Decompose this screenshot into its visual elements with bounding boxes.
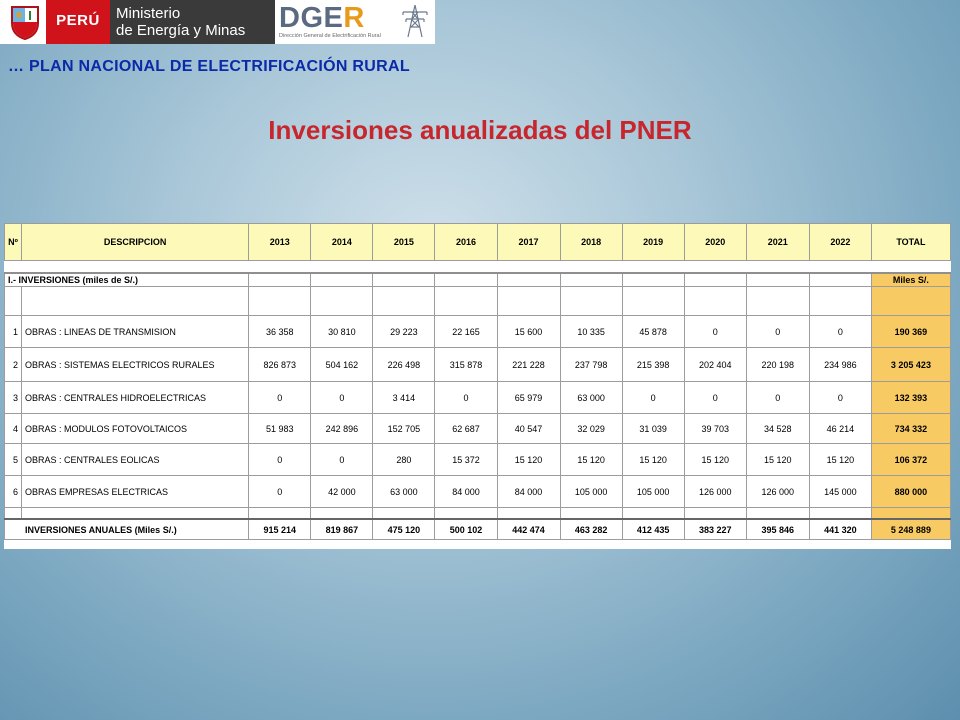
row-number: 5 [5, 444, 22, 476]
row-description: OBRAS : MODULOS FOTOVOLTAICOS [22, 414, 249, 444]
section-row [5, 273, 951, 287]
dger-subtitle: Dirección General de Electrificación Rural [279, 33, 381, 39]
total-row [5, 519, 951, 540]
table-cell [311, 273, 373, 287]
investment-table [4, 223, 951, 540]
table-cell: 504 162 [311, 348, 373, 382]
spacer-cell [5, 261, 951, 274]
table-cell: 63 000 [560, 382, 622, 414]
table-cell: 202 404 [684, 348, 746, 382]
row-number: 1 [5, 316, 22, 348]
table-cell: 826 873 [249, 348, 311, 382]
header-bar [0, 0, 960, 44]
table-cell: 0 [684, 382, 746, 414]
table-cell [497, 273, 560, 287]
table-cell: 3 414 [373, 382, 435, 414]
table-cell: 46 214 [809, 414, 871, 444]
row-total: 734 332 [871, 414, 950, 444]
row-number: 2 [5, 348, 22, 382]
breadcrumb: … PLAN NACIONAL DE ELECTRIFICACIÓN RURAL [8, 58, 410, 75]
table-cell: 84 000 [435, 476, 497, 508]
table-cell: 32 029 [560, 414, 622, 444]
table-cell: 63 000 [373, 476, 435, 508]
table-cell [22, 287, 249, 316]
table-cell [373, 508, 435, 520]
table-cell: 0 [249, 382, 311, 414]
table-cell: 22 165 [435, 316, 497, 348]
table-cell: 0 [622, 382, 684, 414]
table-cell [622, 508, 684, 520]
coat-of-arms-icon [6, 3, 44, 41]
column-header: 2020 [684, 224, 746, 261]
table-cell [249, 273, 311, 287]
table-row [5, 316, 951, 348]
table-cell: 242 896 [311, 414, 373, 444]
total-label: INVERSIONES ANUALES (Miles S/.) [5, 519, 249, 540]
table-cell: 126 000 [746, 476, 809, 508]
table-cell: 0 [311, 382, 373, 414]
table-cell: 126 000 [684, 476, 746, 508]
table-cell [435, 287, 497, 316]
row-number: 6 [5, 476, 22, 508]
annual-total-cell: 500 102 [435, 519, 497, 540]
table-cell: 15 600 [497, 316, 560, 348]
annual-total-cell: 395 846 [746, 519, 809, 540]
row-description: OBRAS : CENTRALES HIDROELECTRICAS [22, 382, 249, 414]
table-cell: 15 120 [746, 444, 809, 476]
table-cell: 221 228 [497, 348, 560, 382]
table-cell: 51 983 [249, 414, 311, 444]
table-cell [622, 273, 684, 287]
table-cell: 15 120 [560, 444, 622, 476]
row-description: OBRAS : SISTEMAS ELECTRICOS RURALES [22, 348, 249, 382]
row-number: 4 [5, 414, 22, 444]
table-cell [809, 508, 871, 520]
table-cell: 0 [746, 382, 809, 414]
table-cell: 0 [311, 444, 373, 476]
table-cell: 226 498 [373, 348, 435, 382]
table-row [5, 348, 951, 382]
row-total: 3 205 423 [871, 348, 950, 382]
table-cell [746, 273, 809, 287]
table-cell: 34 528 [746, 414, 809, 444]
spacer-row [5, 508, 951, 520]
table-cell: 152 705 [373, 414, 435, 444]
government-logo [0, 0, 275, 44]
table-cell [5, 508, 22, 520]
table-cell [746, 508, 809, 520]
investment-table-container [4, 223, 951, 549]
table-cell [497, 508, 560, 520]
column-header: 2016 [435, 224, 497, 261]
annual-total-cell: 463 282 [560, 519, 622, 540]
table-cell [622, 287, 684, 316]
blank-row [5, 287, 951, 316]
annual-total-cell: 475 120 [373, 519, 435, 540]
table-cell: 15 120 [497, 444, 560, 476]
column-header: 2018 [560, 224, 622, 261]
table-cell: 0 [435, 382, 497, 414]
table-cell: 15 120 [622, 444, 684, 476]
table-cell: 0 [684, 316, 746, 348]
table-row [5, 444, 951, 476]
spacer-row [5, 261, 951, 274]
table-cell: 39 703 [684, 414, 746, 444]
row-total: 880 000 [871, 476, 950, 508]
annual-total-cell: 383 227 [684, 519, 746, 540]
table-cell [684, 273, 746, 287]
table-cell: 65 979 [497, 382, 560, 414]
table-cell [560, 273, 622, 287]
column-header: 2019 [622, 224, 684, 261]
table-cell [684, 287, 746, 316]
column-header: TOTAL [871, 224, 950, 261]
dger-suffix: R [343, 2, 365, 34]
table-cell [809, 287, 871, 316]
table-cell: 42 000 [311, 476, 373, 508]
dger-prefix: DGE [279, 2, 344, 34]
column-header: 2017 [497, 224, 560, 261]
table-cell: 84 000 [497, 476, 560, 508]
peru-badge [46, 0, 110, 44]
peru-label: PERÚ [56, 12, 100, 29]
table-cell [373, 273, 435, 287]
column-header: 2013 [249, 224, 311, 261]
table-cell [249, 287, 311, 316]
table-cell: 234 986 [809, 348, 871, 382]
row-description: OBRAS : LINEAS DE TRANSMISION [22, 316, 249, 348]
table-cell [5, 287, 22, 316]
row-number: 3 [5, 382, 22, 414]
table-row [5, 382, 951, 414]
table-cell: 40 547 [497, 414, 560, 444]
table-cell: 0 [249, 476, 311, 508]
row-description: OBRAS : CENTRALES EOLICAS [22, 444, 249, 476]
table-cell: 105 000 [622, 476, 684, 508]
annual-total-cell: 915 214 [249, 519, 311, 540]
table-cell [560, 287, 622, 316]
table-cell [497, 287, 560, 316]
table-cell [311, 287, 373, 316]
column-header: 2015 [373, 224, 435, 261]
table-cell: 220 198 [746, 348, 809, 382]
table-cell: 315 878 [435, 348, 497, 382]
table-cell: 10 335 [560, 316, 622, 348]
annual-total-cell: 412 435 [622, 519, 684, 540]
annual-total-cell: 819 867 [311, 519, 373, 540]
table-cell: 15 120 [684, 444, 746, 476]
grand-total: 5 248 889 [871, 519, 950, 540]
ministry-line2: de Energía y Minas [116, 22, 246, 39]
table-cell: 45 878 [622, 316, 684, 348]
table-cell [249, 508, 311, 520]
ministry-badge [110, 0, 275, 44]
row-total: 190 369 [871, 316, 950, 348]
table-row [5, 414, 951, 444]
table-cell: 0 [809, 382, 871, 414]
ministry-line1: Ministerio [116, 5, 181, 22]
table-row [5, 476, 951, 508]
table-cell [871, 287, 950, 316]
table-cell: 31 039 [622, 414, 684, 444]
table-cell: 0 [249, 444, 311, 476]
annual-total-cell: 442 474 [497, 519, 560, 540]
table-cell: 215 398 [622, 348, 684, 382]
table-cell [560, 508, 622, 520]
row-total: 106 372 [871, 444, 950, 476]
table-cell [871, 508, 950, 520]
row-total: 132 393 [871, 382, 950, 414]
column-header: DESCRIPCION [22, 224, 249, 261]
table-cell [746, 287, 809, 316]
column-header: 2014 [311, 224, 373, 261]
table-cell: 29 223 [373, 316, 435, 348]
table-cell: 0 [746, 316, 809, 348]
table-cell: 105 000 [560, 476, 622, 508]
power-tower-icon [399, 3, 431, 39]
row-description: OBRAS EMPRESAS ELECTRICAS [22, 476, 249, 508]
table-cell: 145 000 [809, 476, 871, 508]
table-cell: 0 [809, 316, 871, 348]
table-cell: 280 [373, 444, 435, 476]
page-title: Inversiones anualizadas del PNER [268, 115, 692, 145]
table-cell [684, 508, 746, 520]
section-label: I.- INVERSIONES (miles de S/.) [5, 273, 249, 287]
table-cell [373, 287, 435, 316]
dger-wordmark [279, 2, 365, 35]
table-cell: 237 798 [560, 348, 622, 382]
section-unit: Miles S/. [871, 273, 950, 287]
column-header: 2022 [809, 224, 871, 261]
dger-logo [275, 0, 435, 44]
table-cell [311, 508, 373, 520]
column-header: Nº [5, 224, 22, 261]
table-cell: 15 372 [435, 444, 497, 476]
table-cell: 30 810 [311, 316, 373, 348]
annual-total-cell: 441 320 [809, 519, 871, 540]
table-header-row [5, 224, 951, 261]
table-cell [435, 273, 497, 287]
table-cell [22, 508, 249, 520]
table-cell: 62 687 [435, 414, 497, 444]
column-header: 2021 [746, 224, 809, 261]
table-cell [809, 273, 871, 287]
table-cell: 36 358 [249, 316, 311, 348]
table-cell [435, 508, 497, 520]
table-cell: 15 120 [809, 444, 871, 476]
